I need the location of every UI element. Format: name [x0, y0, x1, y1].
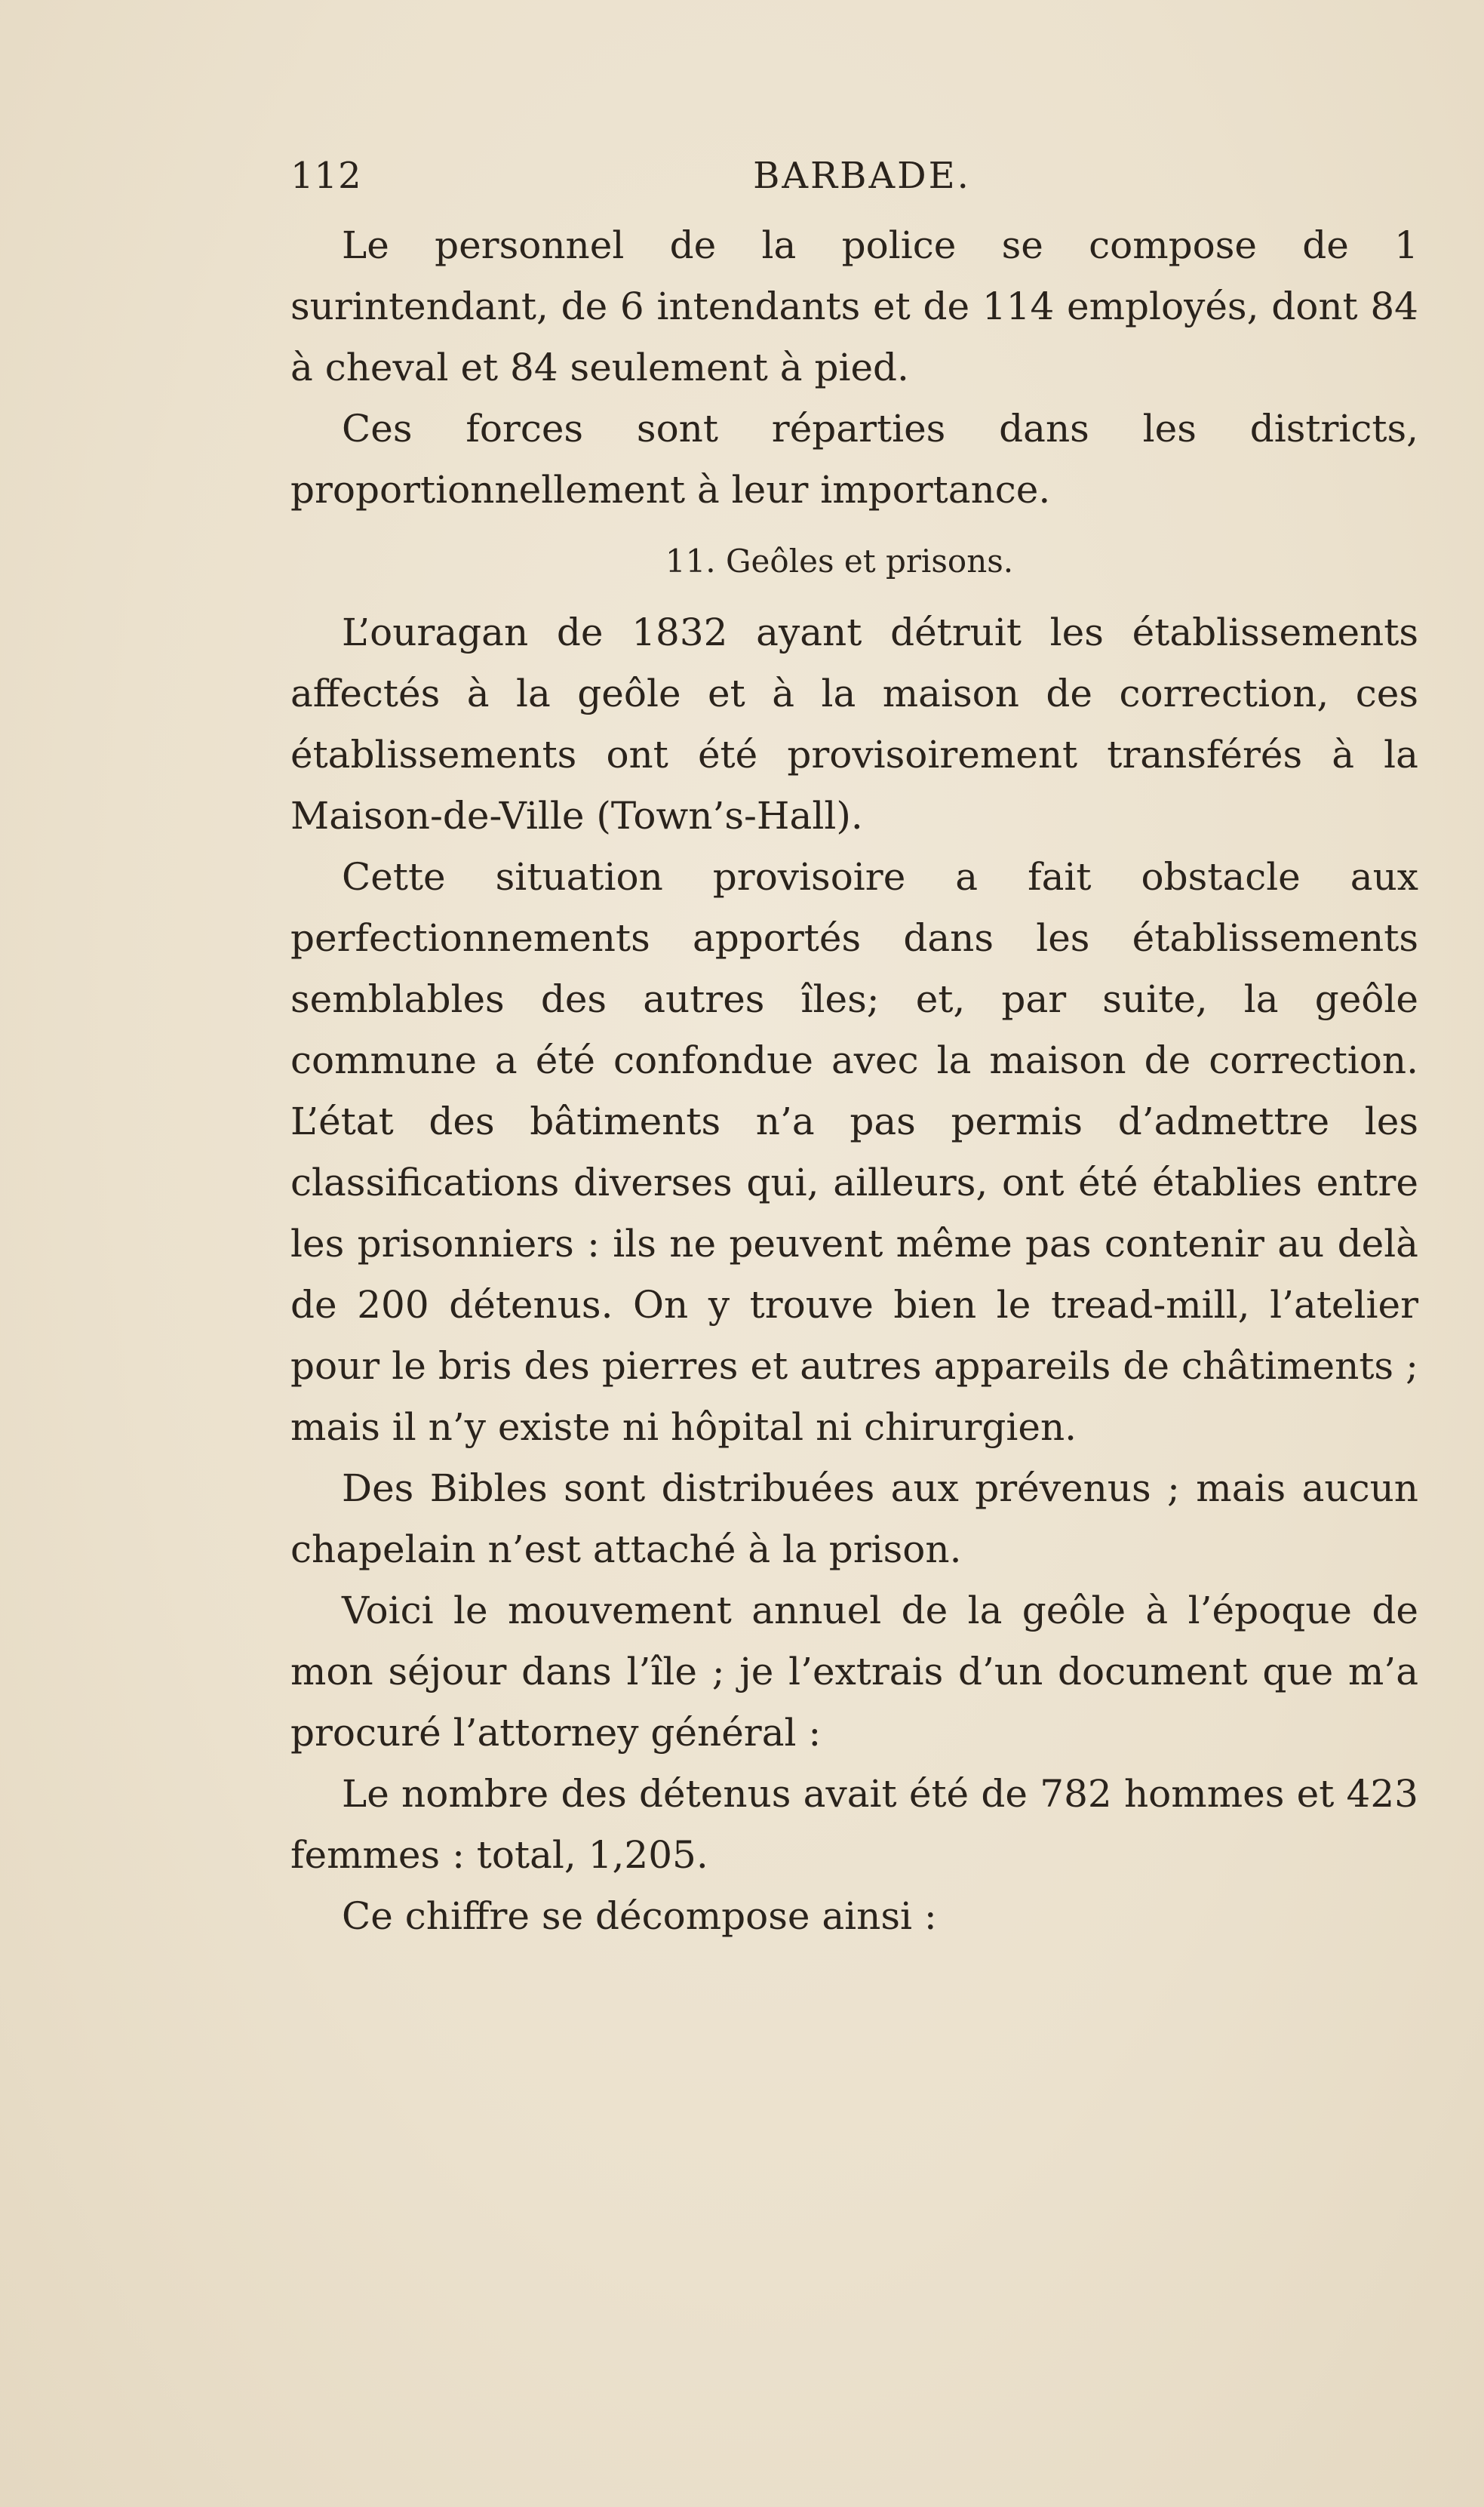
paragraph-situation: Cette situation provisoire a fait obstacle aux perfectionnements apportés dans les établissements semblables des autres îles; et, par suite, la geôle commune a été confondue avec la maison de correction. L’état des bâtiments n’a pas permis d’admettre les classifications diverses qui, ailleurs, ont été établies entre les prisonniers : ils ne peuvent même pas contenir au delà de 200 détenus. On y trouve bien le tread-mill, l’atelier pour le bris des pierres et autres appareils de châtiments ; mais il n’y existe ni hôpital ni chirurgien.	[290, 855, 1418, 1449]
spacer	[290, 592, 1418, 602]
page-number: 112	[290, 155, 362, 197]
paragraph-police-staff: Le personnel de la police se compose de 1 surintendant, de 6 intendants et de 114 employés, dont 84 à cheval et 84 seulement à pied.	[290, 223, 1418, 389]
running-head	[290, 155, 1418, 215]
paragraph-chiffre: Ce chiffre se décompose ainsi :	[342, 1894, 937, 1938]
running-title: BARBADE.	[753, 155, 971, 197]
paragraph-mouvement: Voici le mouvement annuel de la geôle à l’époque de mon séjour dans l’île ; je l’extrais d’un document que m’a procuré l’attorney général :	[290, 1589, 1418, 1755]
paragraph-nombre: Le nombre des détenus avait été de 782 hommes et 423 femmes : total, 1,205.	[290, 1772, 1418, 1877]
paragraph-bibles: Des Bibles sont distribuées aux prévenus ; mais aucun chapelain n’est attaché à la prison.	[290, 1466, 1418, 1571]
section-heading: 11. Geôles et prisons.	[665, 543, 1014, 580]
paragraph-forces: Ces forces sont réparties dans les districts, proportionnellement à leur importance.	[290, 407, 1418, 512]
text-block	[290, 155, 1418, 1947]
paragraph-ouragan: L’ouragan de 1832 ayant détruit les établissements affectés à la geôle et à la maison de correction, ces établissements ont été provisoirement transférés à la Maison-de-Ville (Town’s-Hall).	[290, 611, 1418, 838]
spacer	[290, 521, 1418, 531]
body-text	[290, 215, 1418, 1947]
